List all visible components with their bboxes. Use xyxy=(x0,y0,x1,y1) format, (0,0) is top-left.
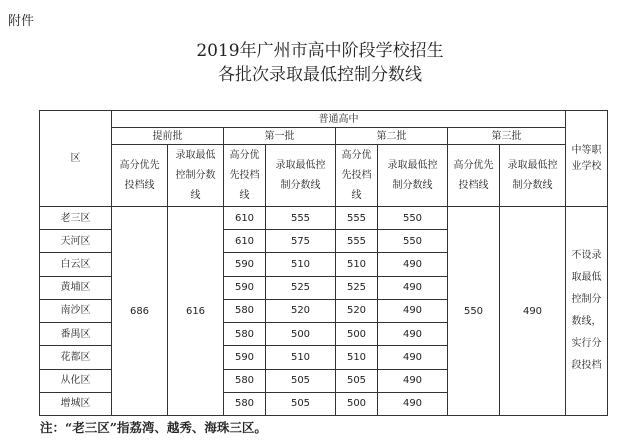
b2-min-cell: 490 xyxy=(378,253,448,276)
b1-priority-cell: 590 xyxy=(224,276,266,299)
b1-min-cell: 505 xyxy=(266,392,336,415)
b2-min-cell: 490 xyxy=(378,323,448,346)
b1-priority-cell: 580 xyxy=(224,392,266,415)
district-cell: 番禺区 xyxy=(40,323,112,346)
early-priority-cell: 686 xyxy=(112,207,168,416)
vocational-header: 中等职业学校 xyxy=(566,111,608,207)
b2-min-cell: 490 xyxy=(378,369,448,392)
b2-priority-cell: 500 xyxy=(336,392,378,415)
b2-min-cell: 490 xyxy=(378,392,448,415)
district-cell: 南沙区 xyxy=(40,299,112,322)
b1-min-cell: 575 xyxy=(266,230,336,253)
b1-priority-cell: 610 xyxy=(224,207,266,230)
district-cell: 从化区 xyxy=(40,369,112,392)
footnote: 注：“老三区”指荔湾、越秀、海珠三区。 xyxy=(40,420,267,435)
score-table xyxy=(39,110,608,416)
third-priority-cell: 550 xyxy=(448,207,500,416)
b2-min-cell: 490 xyxy=(378,299,448,322)
b1-priority-cell: 580 xyxy=(224,299,266,322)
b2-priority-cell: 510 xyxy=(336,253,378,276)
district-cell: 花都区 xyxy=(40,346,112,369)
b1-min-cell: 525 xyxy=(266,276,336,299)
b2-priority-cell: 520 xyxy=(336,299,378,322)
batch-header-first: 第一批 xyxy=(224,128,336,145)
document-title-line2: 各批次录取最低控制分数线 xyxy=(218,65,422,85)
batch-header-early: 提前批 xyxy=(112,128,224,145)
sub-header-min: 录取最低控制分数线 xyxy=(168,145,224,207)
region-header: 区 xyxy=(40,111,112,207)
b2-min-cell: 490 xyxy=(378,276,448,299)
district-cell: 老三区 xyxy=(40,207,112,230)
b1-min-cell: 505 xyxy=(266,369,336,392)
district-cell: 增城区 xyxy=(40,392,112,415)
b1-priority-cell: 590 xyxy=(224,346,266,369)
b2-priority-cell: 505 xyxy=(336,369,378,392)
general-high-school-header: 普通高中 xyxy=(112,111,566,128)
b2-priority-cell: 500 xyxy=(336,323,378,346)
sub-header-priority: 高分优先投档线 xyxy=(112,145,168,207)
b2-min-cell: 550 xyxy=(378,207,448,230)
sub-header-priority: 高分优先投档线 xyxy=(448,145,500,207)
b1-priority-cell: 590 xyxy=(224,253,266,276)
b1-min-cell: 510 xyxy=(266,253,336,276)
b2-priority-cell: 510 xyxy=(336,346,378,369)
b2-priority-cell: 525 xyxy=(336,276,378,299)
b2-priority-cell: 555 xyxy=(336,230,378,253)
sub-header-min: 录取最低控制分数线 xyxy=(500,145,566,207)
batch-header-third: 第三批 xyxy=(448,128,566,145)
document-title-line1: 2019年广州市高中阶段学校招生 xyxy=(196,41,444,61)
district-cell: 白云区 xyxy=(40,253,112,276)
b1-priority-cell: 610 xyxy=(224,230,266,253)
b1-min-cell: 555 xyxy=(266,207,336,230)
b2-min-cell: 490 xyxy=(378,346,448,369)
b1-priority-cell: 580 xyxy=(224,323,266,346)
sub-header-min: 录取最低控制分数线 xyxy=(266,145,336,207)
early-min-cell: 616 xyxy=(168,207,224,416)
attachment-label: 附件 xyxy=(8,14,35,29)
b1-min-cell: 510 xyxy=(266,346,336,369)
table-row xyxy=(40,207,608,230)
vocational-note-cell: 不设录取最低控制分数线，实行分段投档 xyxy=(566,207,608,416)
district-cell: 黄埔区 xyxy=(40,276,112,299)
sub-header-priority: 高分优先投档线 xyxy=(224,145,266,207)
b1-priority-cell: 580 xyxy=(224,369,266,392)
b2-min-cell: 550 xyxy=(378,230,448,253)
district-cell: 天河区 xyxy=(40,230,112,253)
batch-header-second: 第二批 xyxy=(336,128,448,145)
b2-priority-cell: 555 xyxy=(336,207,378,230)
sub-header-min: 录取最低控制分数线 xyxy=(378,145,448,207)
sub-header-priority: 高分优先投档线 xyxy=(336,145,378,207)
b1-min-cell: 500 xyxy=(266,323,336,346)
third-min-cell: 490 xyxy=(500,207,566,416)
b1-min-cell: 520 xyxy=(266,299,336,322)
